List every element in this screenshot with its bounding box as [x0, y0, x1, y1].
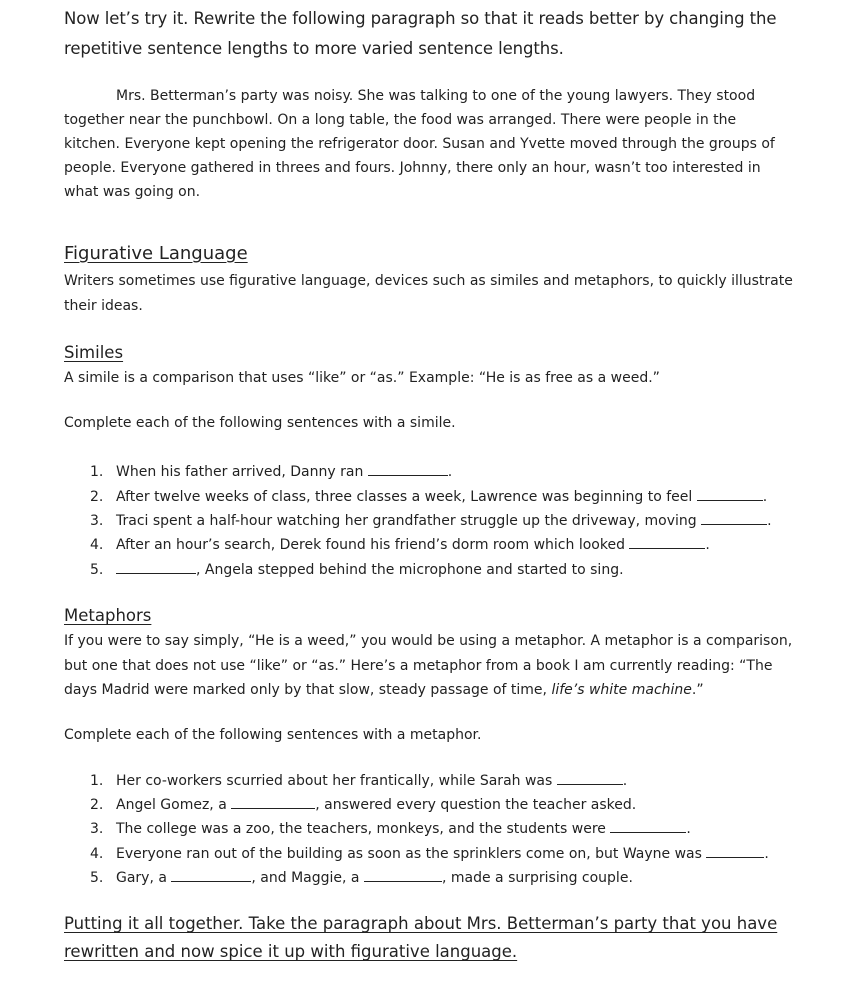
party-paragraph-line: together near the punchbowl. On a long table, the food was arranged. There were people in the [64, 112, 737, 128]
answer-blank[interactable] [701, 512, 767, 525]
item-number: 1. [90, 773, 104, 789]
party-paragraph-line: people. Everyone gathered in threes and fours. Johnny, there only an hour, wasn’t too interested in [64, 160, 761, 176]
similes-instruction: Complete each of the following sentences with a simile. [64, 415, 456, 431]
item-text-end: . [447, 464, 453, 480]
item-text: The college was a zoo, the teachers, monkeys, and the students were [116, 821, 611, 837]
simile-item-4 [90, 536, 710, 553]
simile-item-2 [90, 488, 767, 505]
metaphors-instruction: Complete each of the following sentences with a metaphor. [64, 727, 482, 743]
item-number: 3. [90, 821, 104, 837]
similes-heading: Similes [64, 343, 124, 362]
metaphors-intro-line-2: but one that does not use “like” or “as.” Here’s a metaphor from a book I am currently reading: “The [64, 658, 773, 674]
simile-item-1 [90, 463, 452, 480]
similes-definition: A simile is a comparison that uses “like” or “as.” Example: “He is as free as a weed.” [64, 370, 660, 386]
item-text-end: . [764, 846, 769, 862]
item-text: Gary, a [116, 870, 172, 886]
item-number: 5. [90, 562, 104, 578]
item-text: When his father arrived, Danny ran [116, 464, 368, 480]
intro-line-2: repetitive sentence lengths to more varied sentence lengths. [64, 39, 564, 58]
item-text-end: . [705, 537, 710, 553]
answer-blank[interactable] [116, 561, 196, 574]
putting-together-line-1: Putting it all together. Take the paragraph about Mrs. Betterman’s party that you have [64, 914, 778, 933]
party-paragraph-line: kitchen. Everyone kept opening the refrigerator door. Susan and Yvette moved through the groups of [64, 136, 775, 152]
item-text-end: . [686, 821, 691, 837]
simile-item-3 [90, 512, 772, 529]
answer-blank[interactable] [368, 463, 448, 476]
metaphor-quote-italic: life’s white machine [551, 682, 692, 698]
metaphors-intro-line-1: If you were to say simply, “He is a weed,” you would be using a metaphor. A metaphor is a comparison, [64, 633, 793, 649]
item-number: 4. [90, 846, 104, 862]
item-text: After an hour’s search, Derek found his friend’s dorm room which looked [116, 537, 630, 553]
answer-blank[interactable] [557, 772, 623, 785]
answer-blank[interactable] [171, 869, 251, 882]
item-text-end: . [762, 489, 768, 505]
answer-blank[interactable] [697, 488, 763, 501]
metaphor-item-1 [90, 772, 627, 789]
metaphor-item-4 [90, 845, 769, 862]
item-number: 5. [90, 870, 104, 886]
item-number: 2. [90, 797, 104, 813]
item-number: 1. [90, 464, 104, 480]
figurative-intro-line-1: Writers sometimes use figurative language, devices such as similes and metaphors, to quickly illustrate [64, 273, 793, 289]
metaphors-intro-line-3 [64, 682, 704, 698]
figurative-language-heading: Figurative Language [64, 243, 248, 264]
metaphor-quote-end: .” [691, 682, 704, 698]
item-number: 4. [90, 537, 104, 553]
item-text: Her co-workers scurried about her frantically, while Sarah was [116, 773, 557, 789]
item-text-end: . [622, 773, 628, 789]
metaphors-heading: Metaphors [64, 606, 152, 625]
item-number: 3. [90, 513, 104, 529]
answer-blank[interactable] [706, 845, 764, 858]
item-text: Angel Gomez, a [116, 797, 232, 813]
answer-blank[interactable] [231, 796, 315, 809]
item-text: Everyone ran out of the building as soon as the sprinklers come on, but Wayne was [116, 846, 707, 862]
simile-item-5 [90, 561, 624, 578]
metaphor-item-5 [90, 869, 633, 886]
answer-blank[interactable] [364, 869, 442, 882]
answer-blank[interactable] [629, 536, 705, 549]
metaphor-quote-text: days Madrid were marked only by that slow, steady passage of time, [64, 682, 552, 698]
party-paragraph-line: Mrs. Betterman’s party was noisy. She was talking to one of the young lawyers. They stood [116, 88, 756, 104]
figurative-intro-line-2: their ideas. [64, 298, 143, 314]
item-text-end: , answered every question the teacher asked. [315, 797, 637, 813]
item-text-end: , Angela stepped behind the microphone and started to sing. [196, 562, 624, 578]
party-paragraph-line: what was going on. [64, 184, 201, 200]
item-text: After twelve weeks of class, three classes a week, Lawrence was beginning to feel [116, 489, 697, 505]
item-text: Traci spent a half-hour watching her grandfather struggle up the driveway, moving [116, 513, 702, 529]
metaphor-item-2 [90, 796, 636, 813]
answer-blank[interactable] [610, 820, 686, 833]
item-text-end: . [767, 513, 772, 529]
item-text-middle: , and Maggie, a [251, 870, 364, 886]
metaphor-item-3 [90, 820, 691, 837]
item-number: 2. [90, 489, 104, 505]
intro-line-1: Now let’s try it. Rewrite the following paragraph so that it reads better by changing the [64, 9, 777, 28]
putting-together-line-2: rewritten and now spice it up with figurative language. [64, 942, 518, 961]
item-text-end: , made a surprising couple. [441, 870, 633, 886]
